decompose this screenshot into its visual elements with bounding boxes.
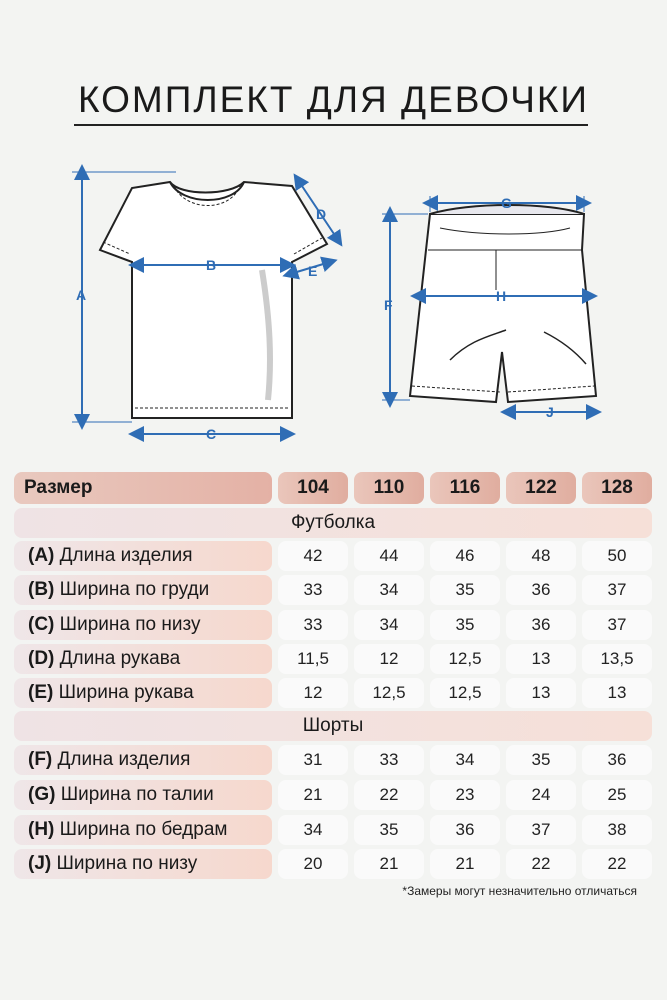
value-cell: 21	[430, 849, 500, 879]
value-cell: 21	[354, 849, 424, 879]
row-code: (D)	[28, 648, 55, 669]
section-tshirt-title: Футболка	[14, 508, 652, 538]
row-label: Длина изделия	[57, 749, 191, 770]
row-label: Ширина по низу	[59, 614, 201, 635]
dim-label-f: F	[384, 297, 393, 313]
value-cell: 13	[506, 644, 576, 674]
value-cell: 12,5	[430, 678, 500, 708]
row-code: (F)	[28, 749, 53, 770]
value-cell: 46	[430, 541, 500, 571]
size-header-116: 116	[430, 472, 500, 504]
value-cell: 11,5	[278, 644, 348, 674]
row-code: (G)	[28, 784, 56, 805]
dim-label-c: C	[206, 426, 217, 442]
dim-label-j: J	[546, 404, 554, 420]
value-cell: 36	[506, 610, 576, 640]
value-cell: 44	[354, 541, 424, 571]
row-label: Ширина по груди	[59, 579, 210, 600]
value-cell: 22	[506, 849, 576, 879]
row-code: (J)	[28, 853, 52, 874]
value-cell: 42	[278, 541, 348, 571]
value-cell: 22	[582, 849, 652, 879]
value-cell: 37	[582, 575, 652, 605]
footnote: *Замеры могут незначительно отличаться	[402, 884, 637, 898]
section-shorts-title: Шорты	[14, 711, 652, 741]
value-cell: 35	[430, 575, 500, 605]
value-cell: 21	[278, 780, 348, 810]
row-label: Ширина по низу	[56, 853, 198, 874]
value-cell: 33	[354, 745, 424, 775]
row-label: Ширина рукава	[58, 682, 194, 703]
value-cell: 35	[430, 610, 500, 640]
value-cell: 38	[582, 815, 652, 845]
value-cell: 31	[278, 745, 348, 775]
value-cell: 34	[354, 610, 424, 640]
size-header-label: Размер	[14, 472, 272, 504]
size-header-110: 110	[354, 472, 424, 504]
row-code: (E)	[28, 682, 54, 703]
row-code: (A)	[28, 545, 55, 566]
value-cell: 23	[430, 780, 500, 810]
row-code: (C)	[28, 614, 55, 635]
dim-label-d: D	[316, 206, 327, 222]
page-title: КОМПЛЕКТ ДЛЯ ДЕВОЧКИ	[77, 79, 590, 120]
value-cell: 20	[278, 849, 348, 879]
dim-label-h: H	[496, 288, 507, 304]
value-cell: 37	[506, 815, 576, 845]
value-cell: 35	[506, 745, 576, 775]
garment-diagram	[0, 0, 667, 460]
dim-label-b: B	[206, 257, 217, 273]
tshirt-drawing	[100, 182, 327, 418]
dim-label-g: G	[501, 195, 512, 211]
value-cell: 35	[354, 815, 424, 845]
row-code: (H)	[28, 819, 55, 840]
value-cell: 37	[582, 610, 652, 640]
value-cell: 33	[278, 610, 348, 640]
value-cell: 48	[506, 541, 576, 571]
row-label: Длина изделия	[59, 545, 193, 566]
row-label: Ширина по бедрам	[59, 819, 228, 840]
value-cell: 24	[506, 780, 576, 810]
value-cell: 36	[506, 575, 576, 605]
size-header-128: 128	[582, 472, 652, 504]
size-header-122: 122	[506, 472, 576, 504]
row-label: Ширина по талии	[60, 784, 214, 805]
value-cell: 34	[278, 815, 348, 845]
dim-label-a: A	[76, 287, 87, 303]
value-cell: 33	[278, 575, 348, 605]
value-cell: 13	[582, 678, 652, 708]
value-cell: 12,5	[430, 644, 500, 674]
value-cell: 22	[354, 780, 424, 810]
dim-label-e: E	[308, 263, 318, 279]
size-header-104: 104	[278, 472, 348, 504]
value-cell: 12	[354, 644, 424, 674]
value-cell: 34	[430, 745, 500, 775]
value-cell: 25	[582, 780, 652, 810]
row-label: Длина рукава	[59, 648, 181, 669]
value-cell: 36	[582, 745, 652, 775]
value-cell: 13	[506, 678, 576, 708]
row-code: (B)	[28, 579, 55, 600]
value-cell: 36	[430, 815, 500, 845]
value-cell: 13,5	[582, 644, 652, 674]
value-cell: 34	[354, 575, 424, 605]
value-cell: 50	[582, 541, 652, 571]
value-cell: 12,5	[354, 678, 424, 708]
value-cell: 12	[278, 678, 348, 708]
